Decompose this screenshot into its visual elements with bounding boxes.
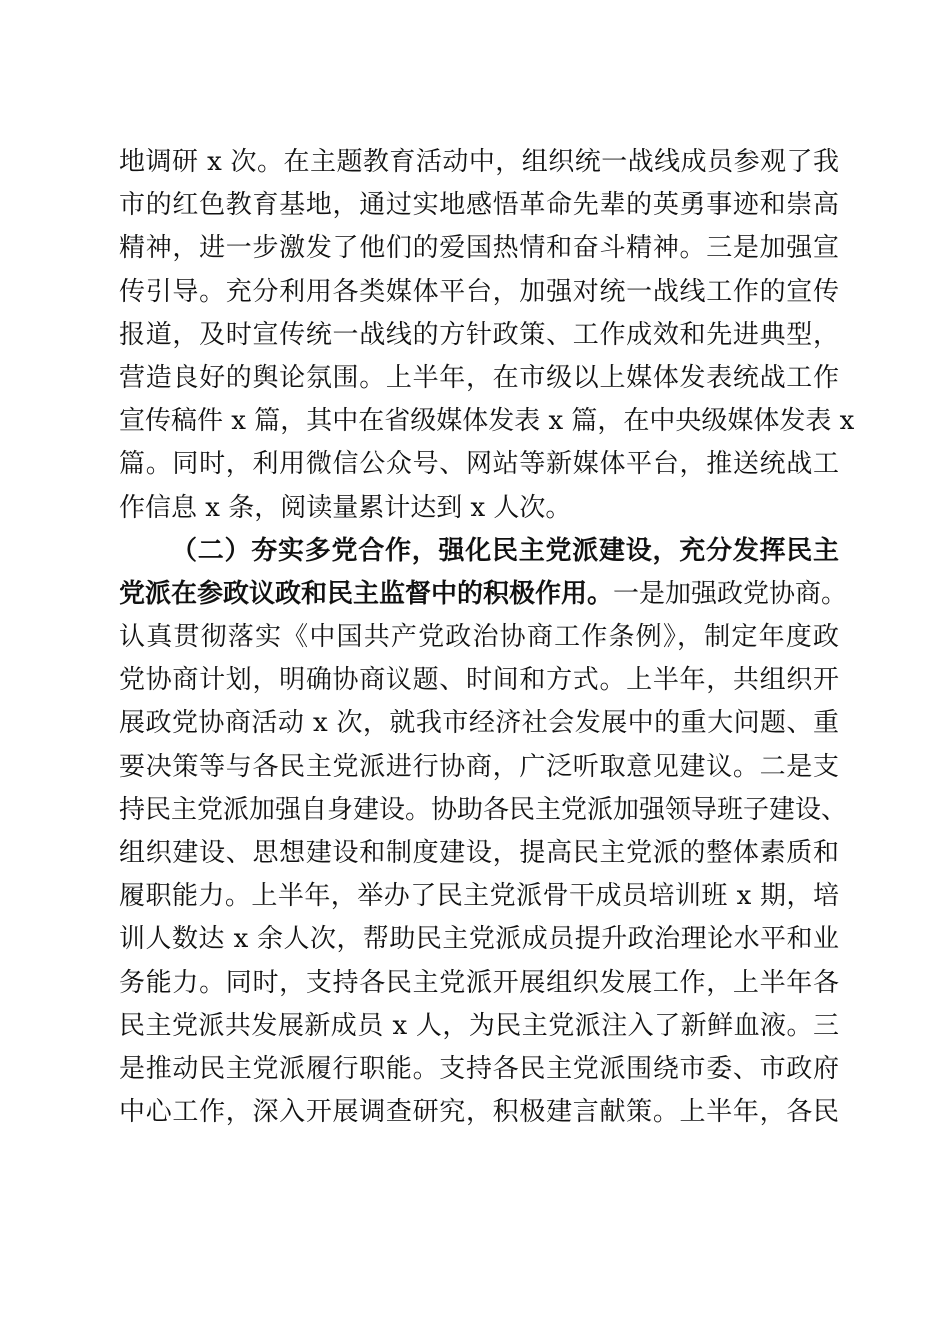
paragraph-line: 展政党协商活动 x 次，就我市经济社会发展中的重大问题、重	[119, 708, 839, 739]
paragraph-line: 市的红色教育基地，通过实地感悟革命先辈的英勇事迹和崇高	[119, 190, 839, 221]
paragraph-line: 传引导。充分利用各类媒体平台，加强对统一战线工作的宣传	[119, 276, 839, 307]
paragraph-line: 持民主党派加强自身建设。协助各民主党派加强领导班子建设、	[119, 794, 848, 825]
paragraph-line: 宣传稿件 x 篇，其中在省级媒体发表 x 篇，在中央级媒体发表 x	[119, 406, 855, 437]
paragraph-line: 要决策等与各民主党派进行协商，广泛听取意见建议。二是支	[119, 751, 839, 782]
paragraph-line: 是推动民主党派履行职能。支持各民主党派围绕市委、市政府	[119, 1053, 839, 1084]
body-text	[119, 141, 855, 1134]
paragraph-line: 报道，及时宣传统一战线的方针政策、工作成效和先进典型，	[119, 319, 839, 350]
paragraph-line: 党协商计划，明确协商议题、时间和方式。上半年，共组织开	[119, 665, 839, 696]
paragraph-line: 务能力。同时，支持各民主党派开展组织发展工作，上半年各	[119, 967, 839, 998]
paragraph-line: 精神，进一步激发了他们的爱国热情和奋斗精神。三是加强宣	[119, 233, 839, 264]
section-heading: （二）夯实多党合作，强化民主党派建设，充分发挥民主	[171, 535, 839, 566]
paragraph-line: 组织建设、思想建设和制度建设，提高民主党派的整体素质和	[119, 838, 839, 868]
paragraph-line: 认真贯彻落实《中国共产党政治协商工作条例》，制定年度政	[119, 622, 839, 653]
paragraph-line: 中心工作，深入开展调查研究，积极建言献策。上半年，各民	[119, 1097, 839, 1128]
paragraph-line: 营造良好的舆论氛围。上半年，在市级以上媒体发表统战工作	[119, 362, 839, 393]
paragraph-line: 履职能力。上半年，举办了民主党派骨干成员培训班 x 期，培	[119, 881, 839, 912]
paragraph-line: 训人数达 x 余人次，帮助民主党派成员提升政治理论水平和业	[119, 924, 839, 955]
section-heading-continued: 党派在参政议政和民主监督中的积极作用。	[119, 578, 614, 609]
section-first-point: 一是加强政党协商。	[613, 578, 848, 609]
paragraph-line: 地调研 x 次。在主题教育活动中，组织统一战线成员参观了我	[119, 147, 839, 177]
paragraph-line: 作信息 x 条，阅读量累计达到 x 人次。	[119, 492, 572, 523]
section-heading-line	[119, 573, 848, 616]
paragraph-line: 民主党派共发展新成员 x 人，为民主党派注入了新鲜血液。三	[119, 1010, 839, 1041]
paragraph-line: 篇。同时，利用微信公众号、网站等新媒体平台，推送统战工	[119, 449, 839, 480]
